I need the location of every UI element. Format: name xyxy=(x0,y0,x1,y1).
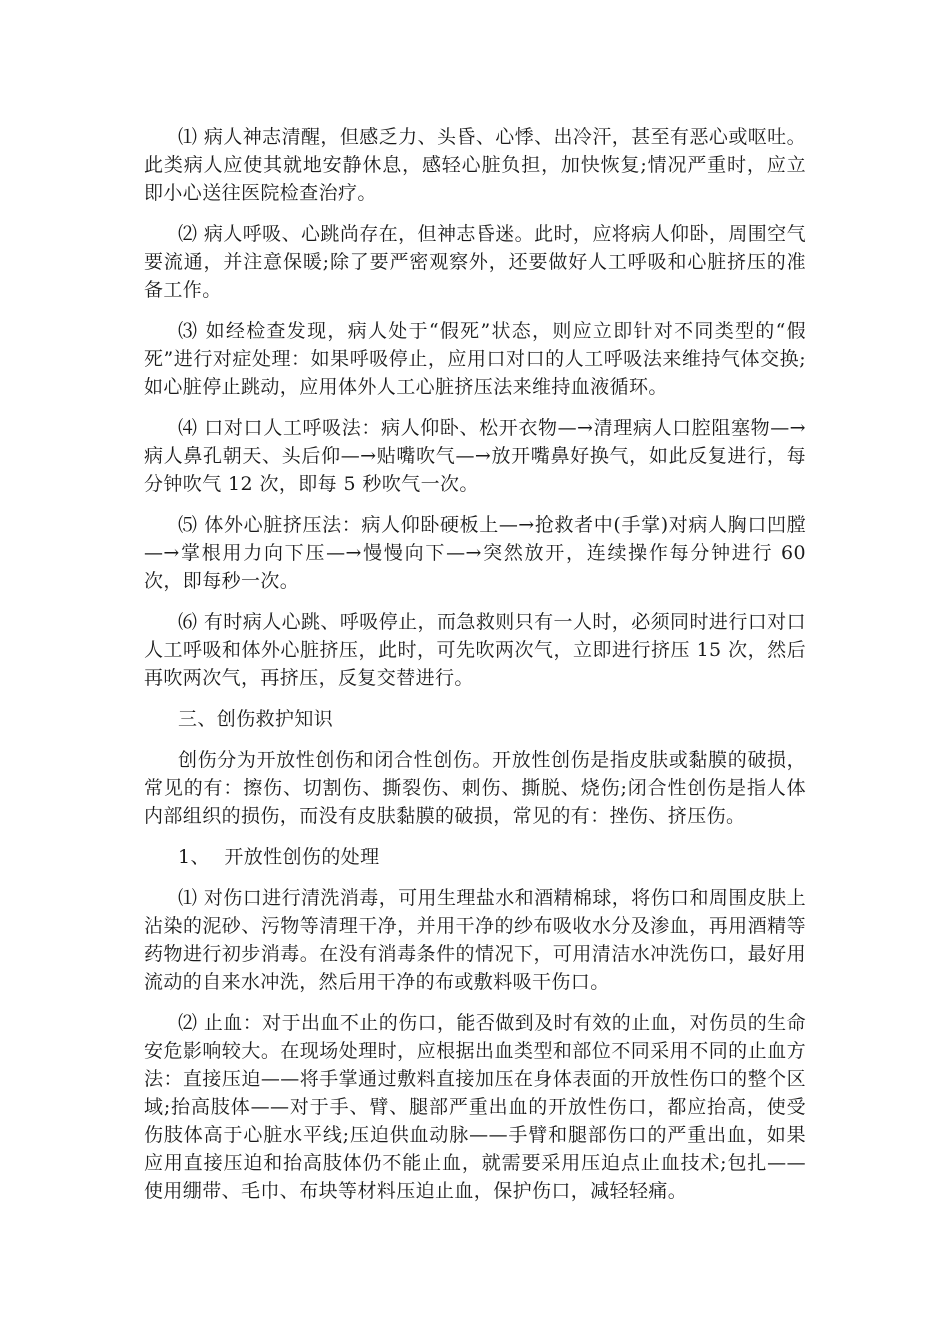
subsection-heading-open-wound: 1、 开放性创伤的处理 xyxy=(178,846,380,868)
paragraph-apparent-death: ⑶ 如经检查发现，病人处于“假死”状态，则应立即针对不同类型的“假死”进行对症处理：如果呼吸停止，应用口对口的人工呼吸法来维持气体交换;如心脏停止跳动，应用体外人工心脏挤压法来维持血液循环。 xyxy=(144,320,806,398)
paragraph-mouth-to-mouth: ⑷ 口对口人工呼吸法：病人仰卧、松开衣物—→清理病人口腔阻塞物—→病人鼻孔朝天、头后仰—→贴嘴吹气—→放开嘴鼻好换气，如此反复进行，每分钟吹气 12 次，即每 5 秒吹气一次。 xyxy=(144,417,806,495)
paragraph-wound-cleaning: ⑴ 对伤口进行清洗消毒，可用生理盐水和酒精棉球，将伤口和周围皮肤上沾染的泥砂、污物等清理干净，并用干净的纱布吸收水分及渗血，再用酒精等药物进行初步消毒。在没有消毒条件的情况下，可用清洁水冲洗伤口，最好用流动的自来水冲洗，然后用干净的布或敷料吸干伤口。 xyxy=(144,887,806,993)
paragraph-chest-compression: ⑸ 体外心脏挤压法：病人仰卧硬板上—→抢救者中(手掌)对病人胸口凹膛—→掌根用力向下压—→慢慢向下—→突然放开，连续操作每分钟进行 60 次，即每秒一次。 xyxy=(144,514,806,592)
paragraph-coma: ⑵ 病人呼吸、心跳尚存在，但神志昏迷。此时，应将病人仰卧，周围空气要流通，并注意保暖;除了要严密观察外，还要做好人工呼吸和心脏挤压的准备工作。 xyxy=(144,223,806,301)
paragraph-single-rescuer: ⑹ 有时病人心跳、呼吸停止，而急救则只有一人时，必须同时进行口对口人工呼吸和体外心脏挤压，此时，可先吹两次气，立即进行挤压 15 次，然后再吹两次气，再挤压，反复交替进行。 xyxy=(144,611,806,689)
paragraph-hemostasis: ⑵ 止血：对于出血不止的伤口，能否做到及时有效的止血，对伤员的生命安危影响较大。在现场处理时，应根据出血类型和部位不同采用不同的止血方法：直接压迫——将手掌通过敷料直接加压在身体表面的开放性伤口的整个区域;抬高肢体——对于手、臂、腿部严重出血的开放性伤口，都应抬高，使受伤肢体高于心脏水平线;压迫供血动脉——手臂和腿部伤口的严重出血，如果应用直接压迫和抬高肢体仍不能止血，就需要采用压迫点止血技术;包扎——使用绷带、毛巾、布块等材料压迫止血，保护伤口，减轻轻痛。 xyxy=(144,1012,806,1202)
paragraph-trauma-types: 创伤分为开放性创伤和闭合性创伤。开放性创伤是指皮肤或黏膜的破损，常见的有：擦伤、切割伤、撕裂伤、刺伤、撕脱、烧伤;闭合性创伤是指人体内部组织的损伤，而没有皮肤黏膜的破损，常见的有：挫伤、挤压伤。 xyxy=(144,749,806,827)
paragraph-unconscious-conscious: ⑴ 病人神志清醒，但感乏力、头昏、心悸、出冷汗，甚至有恶心或呕吐。此类病人应使其就地安静休息，感轻心脏负担，加快恢复;情况严重时，应立即小心送往医院检查治疗。 xyxy=(144,126,806,204)
section-heading-trauma-rescue: 三、创伤救护知识 xyxy=(178,708,334,730)
